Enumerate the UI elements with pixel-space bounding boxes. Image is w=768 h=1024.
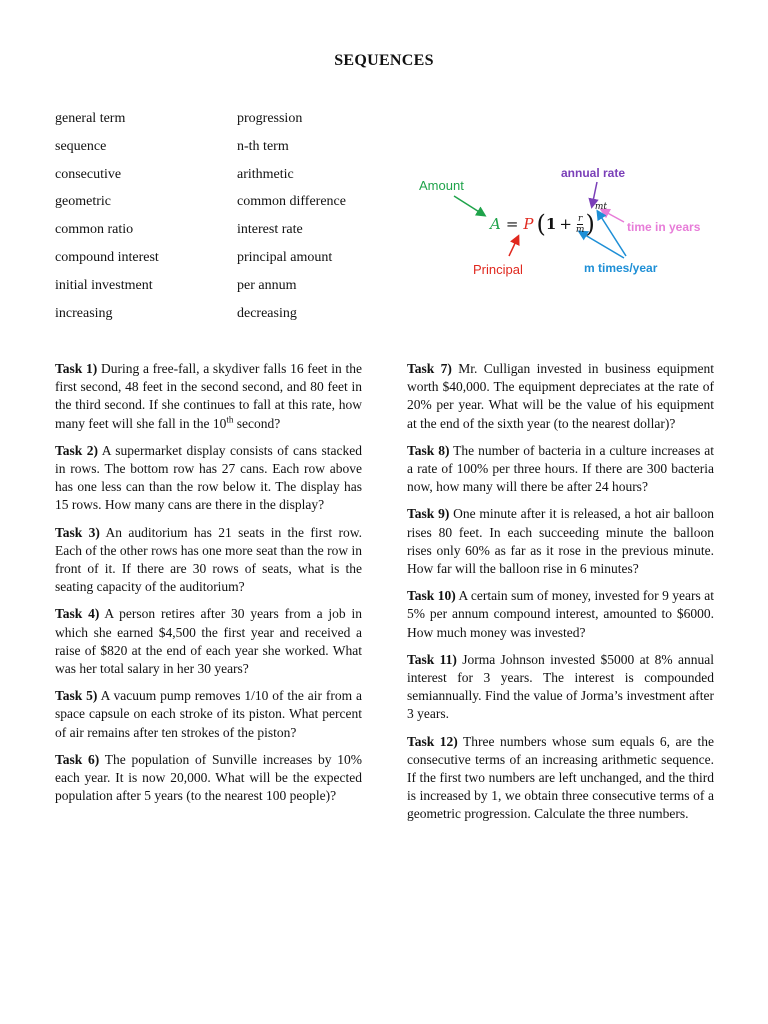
equation-close-paren: ) bbox=[585, 210, 595, 238]
equation-amount-symbol: A bbox=[490, 215, 501, 233]
vocab-term: arithmetic bbox=[237, 166, 294, 182]
vocab-term: general term bbox=[55, 111, 126, 126]
vocab-term: common ratio bbox=[55, 222, 134, 238]
vocab-term: progression bbox=[237, 111, 303, 126]
m-times-label: m times/year bbox=[584, 261, 658, 275]
page-title: SEQUENCES bbox=[334, 52, 434, 69]
formula-equation bbox=[490, 204, 607, 244]
task-item: Task 3) An auditorium has 21 seats in the first row. Each of the other rows has one more seat than the row in front of it. If there are 30 rows of seats, what is the seating capacity of the auditorium? bbox=[55, 524, 362, 595]
vocab-term: common difference bbox=[237, 194, 346, 210]
vocab-term: sequence bbox=[55, 138, 107, 154]
vocab-term: initial investment bbox=[55, 277, 153, 293]
vocabulary-list bbox=[55, 108, 385, 330]
equation-exponent: mt bbox=[594, 202, 607, 212]
equation-open-paren: ( bbox=[536, 210, 546, 238]
fraction-denominator: m bbox=[575, 224, 585, 235]
task-item: Task 5) A vacuum pump removes 1/10 of the air from a space capsule on each stroke of its piston. What percent of air remains after ten strokes of the piston? bbox=[55, 688, 362, 740]
vocab-term: increasing bbox=[55, 305, 113, 321]
tasks-left-column bbox=[55, 360, 362, 814]
task-item: Task 6) The population of Sunville increases by 10% each year. It is now 20,000. What will be the expected population after 5 years (to the nearest 100 people)? bbox=[55, 751, 362, 804]
equation-one: 1 bbox=[545, 215, 557, 233]
annual-rate-label: annual rate bbox=[561, 166, 626, 180]
tasks-right-column bbox=[407, 360, 714, 833]
task-item: Task 4) A person retires after 30 years from a job in which she earned $4,500 the first year and received a raise of $820 at the end of each year she worked. What was her total salary in her 30 years? bbox=[55, 606, 362, 677]
equation-equals: = bbox=[505, 215, 519, 233]
vocab-term: interest rate bbox=[237, 222, 303, 238]
task-item: Task 11) Jorma Johnson invested $5000 at 8% annual interest for 3 years. The interest is compounded semiannually. Find the value of Jorma’s investment after 3 years. bbox=[407, 651, 714, 722]
task-item: Task 1) During a free-fall, a skydiver falls 16 feet in the first second, 48 feet in the second second, and 80 feet in the third second. If she continues to fall at this rate, how many feet will she fall in the 10th second? bbox=[55, 361, 362, 431]
principal-label: Principal bbox=[473, 262, 523, 277]
equation-plus: + bbox=[559, 215, 572, 233]
compound-interest-formula bbox=[412, 160, 742, 285]
time-label: time in years bbox=[627, 220, 701, 234]
task-item: Task 9) One minute after it is released, a hot air balloon rises 80 feet. In each succeeding minute the balloon rises only 60% as far as it rose in the previous minute. How far will the balloon rise in 6 minutes? bbox=[407, 506, 714, 577]
task-item: Task 8) The number of bacteria in a culture increases at a rate of 100% per three hours. If there are 300 bacteria now, how many will there be after 24 hours? bbox=[407, 442, 714, 495]
vocab-term: compound interest bbox=[55, 249, 159, 265]
amount-arrow bbox=[454, 196, 484, 215]
equation-rate-fraction bbox=[576, 214, 585, 235]
vocab-term: principal amount bbox=[237, 249, 333, 265]
fraction-numerator: r bbox=[578, 213, 583, 224]
vocab-term: n-th term bbox=[237, 138, 289, 154]
task-item: Task 12) Three numbers whose sum equals 6, are the consecutive terms of an increasing arithmetic sequence. If the first two numbers are left unchanged, and the third is increased by 1, we obtain three consecutive terms of a geometric progression. Calculate the three numbers. bbox=[407, 733, 714, 822]
task-item: Task 2) A supermarket display consists of cans stacked in rows. The bottom row has 27 cans. Each row above has one less can than the row below it. The display has 15 rows. How many cans are there in the display? bbox=[55, 442, 362, 513]
vocab-term: consecutive bbox=[55, 166, 122, 182]
vocab-term: decreasing bbox=[237, 305, 297, 321]
task-item: Task 7) Mr. Culligan invested in business equipment worth $40,000. The equipment depreciates at the rate of 20% per year. What will be the value of his equipment at the end of the sixth year (to the nearest dollar)? bbox=[407, 361, 715, 431]
task-item: Task 10) A certain sum of money, invested for 9 years at 5% per annum compound interest, amounted to $6000. How much money was invested? bbox=[407, 588, 714, 640]
vocab-term: geometric bbox=[55, 194, 111, 210]
vocab-term: per annum bbox=[237, 277, 297, 293]
amount-label: Amount bbox=[419, 178, 464, 193]
equation-principal-symbol: P bbox=[523, 215, 534, 233]
